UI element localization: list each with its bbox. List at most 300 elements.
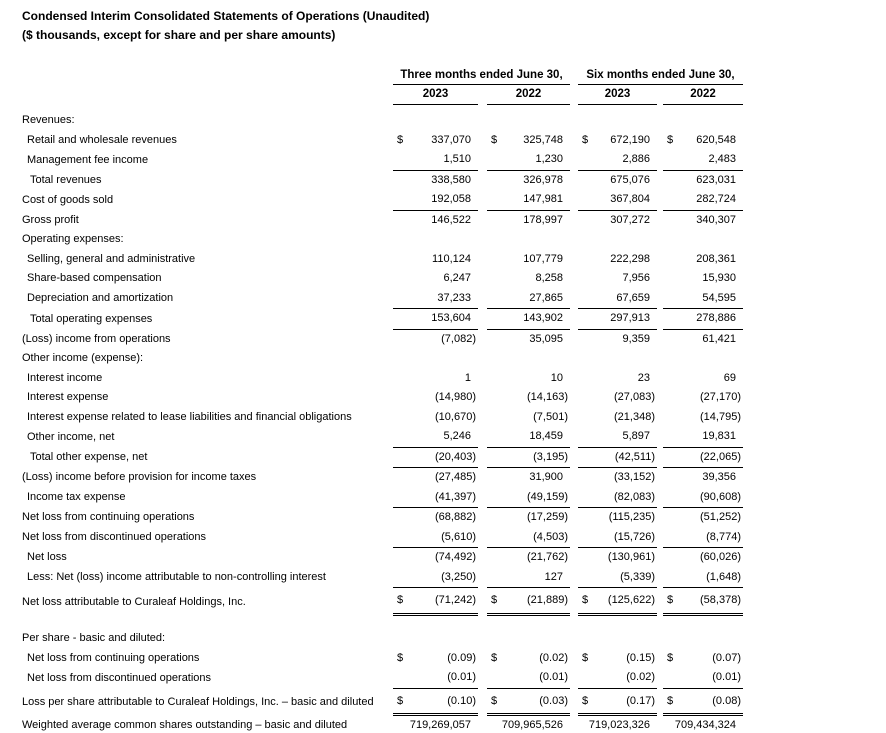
column-gap [570,349,578,369]
value-cell [487,210,570,230]
value: (4,503) [533,530,568,543]
column-gap [570,447,578,468]
value: 719,269,057 [409,719,471,731]
value-cell [487,408,570,428]
value: (27,170) [700,391,741,403]
value-cell [578,150,657,170]
value-cell [578,488,657,508]
value: 15,930 [702,272,736,284]
row-label: Selling, general and administrative [27,252,196,265]
column-gap [570,85,578,105]
column-gap [570,688,578,715]
value: (21,762) [527,551,568,563]
value-cell [578,190,657,210]
value-cell [393,190,478,210]
column-gap [478,131,487,151]
value: 2,483 [708,153,736,165]
column-gap [570,508,578,528]
column-gap [478,250,487,270]
column-gap [478,548,487,568]
value-cell [578,170,657,190]
value-cell [393,649,478,669]
value: (0.10) [447,694,476,707]
column-gap [478,329,487,349]
row-label: Interest expense [27,391,109,403]
value-cell [487,588,570,615]
value-cell [663,427,743,447]
value: (74,492) [435,551,476,563]
value: (14,980) [435,391,476,403]
column-gap [478,289,487,309]
value: 222,298 [610,252,650,265]
column-gap [478,447,487,468]
table-row [22,568,743,588]
value: 143,902 [523,312,563,324]
row-label: Depreciation and amortization [27,292,174,304]
dollar-sign: $ [667,651,674,664]
column-gap [478,528,487,548]
value: (0.03) [539,694,568,707]
column-gap [570,468,578,488]
value: 709,965,526 [501,719,563,731]
value-cell [487,649,570,669]
value-cell [578,230,657,250]
row-label: Management fee income [27,153,149,166]
column-gap [570,369,578,389]
value: (33,152) [614,471,655,483]
column-gap [478,349,487,369]
column-gap [478,309,487,330]
value-cell [663,150,743,170]
value-cell [663,369,743,389]
column-gap [478,388,487,408]
value-cell [663,447,743,468]
value-cell [393,369,478,389]
value: (21,889) [527,594,568,606]
column-gap [478,468,487,488]
value-cell [393,329,478,349]
row-label: Less: Net (loss) income attributable to non-controlling interest [27,571,326,583]
value: (82,083) [614,490,655,503]
value-cell [487,688,570,715]
value-cell [578,468,657,488]
value: (22,065) [700,450,741,463]
value-cell [487,289,570,309]
value-cell [393,508,478,528]
column-gap [478,588,487,615]
value: (0.08) [712,694,741,707]
value-cell [393,668,478,688]
document-subtitle: ($ thousands, except for share and per share amounts) [22,28,336,42]
value-cell [393,488,478,508]
column-gap [570,488,578,508]
value-cell [663,688,743,715]
value-cell [393,111,478,131]
year-header-6m-2022: 2022 [663,85,743,105]
value-cell [578,649,657,669]
table-row [22,250,743,270]
value-cell [487,250,570,270]
row-label: Net loss from discontinued operations [27,671,212,684]
value: 672,190 [610,133,650,146]
value: 5,246 [443,430,471,442]
table-row [22,447,743,468]
value-cell [578,447,657,468]
period-header-row [22,67,743,85]
value: 338,580 [431,173,471,186]
value-cell [578,349,657,369]
table-row [22,289,743,309]
value: (125,622) [607,594,655,606]
value: (115,235) [608,511,655,523]
year-header-3m-2022: 2022 [487,85,570,105]
dollar-sign: $ [397,133,404,146]
value-cell [578,548,657,568]
row-label: Net loss from continuing operations [27,651,200,664]
value: (0.09) [447,651,476,664]
table-row [22,668,743,688]
value-cell [663,309,743,330]
value-cell [578,289,657,309]
document-title: Condensed Interim Consolidated Statements of Operations (Unaudited) [22,9,430,23]
value-cell [487,269,570,289]
dollar-sign: $ [582,694,589,707]
row-label: (Loss) income from operations [22,332,171,345]
column-gap [570,250,578,270]
value-cell [393,150,478,170]
value-cell [393,269,478,289]
value: 326,978 [523,173,563,186]
value-cell [393,427,478,447]
row-label: Other income, net [27,430,115,443]
value: 54,595 [702,291,736,304]
value-cell [663,289,743,309]
value: (8,774) [706,530,741,543]
value: (0.01) [447,671,476,683]
value-cell [663,588,743,615]
column-gap [478,668,487,688]
column-gap [478,427,487,447]
dollar-sign: $ [667,594,674,606]
value-cell [578,588,657,615]
table-row [22,349,743,369]
value-cell [487,150,570,170]
value-cell [393,528,478,548]
value-cell [393,548,478,568]
value-cell [663,230,743,250]
column-gap [478,269,487,289]
column-gap [570,614,578,649]
year-header-6m-2023: 2023 [578,85,657,105]
value: 337,070 [431,133,471,146]
value: 1,230 [535,153,563,165]
row-label: Total revenues [30,173,102,186]
value: (14,795) [700,410,741,423]
value: (68,882) [435,511,476,523]
table-row [22,649,743,669]
value: (51,252) [700,511,741,523]
row-label: Interest expense related to lease liabilities and financial obligations [27,410,352,423]
value-cell [393,349,478,369]
column-gap [478,190,487,210]
row-label: Income tax expense [27,491,126,503]
column-gap [570,427,578,447]
value: 208,361 [696,252,736,265]
column-gap [478,488,487,508]
value: (0.02) [539,651,568,664]
header-spacer-cell [22,85,393,105]
value: (7,501) [533,410,568,423]
value-cell [487,568,570,588]
value-cell [393,210,478,230]
value-cell [487,349,570,369]
value-cell [487,447,570,468]
value-cell [578,111,657,131]
value-cell [578,369,657,389]
value: 9,359 [622,332,650,345]
value-cell [663,649,743,669]
value: 153,604 [431,312,471,324]
row-label: Share-based compensation [27,272,162,284]
column-gap [570,309,578,330]
value: (0.01) [539,671,568,683]
column-gap [478,170,487,190]
value: (15,726) [614,530,655,543]
value-cell [393,170,478,190]
value: 325,748 [523,133,563,146]
period-header-six-months: Six months ended June 30, [578,67,743,85]
table-row [22,111,743,131]
value: 5,897 [622,430,650,442]
value-cell [578,614,657,649]
value: 69 [723,371,736,384]
value: 675,076 [610,173,650,186]
table-row [22,369,743,389]
column-gap [570,408,578,428]
value-cell [663,488,743,508]
value-cell [578,568,657,588]
row-label: Weighted average common shares outstanding – basic and diluted [22,719,348,731]
column-gap [570,269,578,289]
value-cell [578,250,657,270]
dollar-sign: $ [667,694,674,707]
value: (27,083) [614,391,655,403]
value-cell [578,408,657,428]
value: (14,163) [527,391,568,403]
value: 620,548 [696,133,736,146]
column-gap [478,85,487,105]
column-gap [570,528,578,548]
row-label: Net loss from discontinued operations [22,531,207,543]
value: (71,242) [435,594,476,606]
dollar-sign: $ [397,594,404,606]
dollar-sign: $ [582,651,589,664]
dollar-sign: $ [397,694,404,707]
column-gap [570,210,578,230]
table-row [22,468,743,488]
value-cell [393,715,478,733]
value: 110,124 [432,252,471,265]
value: 19,831 [702,430,736,442]
operations-table [22,67,743,733]
column-gap [570,150,578,170]
column-gap [570,329,578,349]
column-gap [570,588,578,615]
row-label: (Loss) income before provision for income taxes [22,471,257,483]
value-cell [663,568,743,588]
value-cell [663,668,743,688]
value: 307,272 [610,213,650,226]
year-header-3m-2023: 2023 [393,85,478,105]
column-gap [478,111,487,131]
table-row [22,688,743,715]
value-cell [578,427,657,447]
value-cell [487,614,570,649]
value-cell [487,468,570,488]
value: 147,981 [523,193,563,205]
value-cell [487,508,570,528]
column-gap [478,230,487,250]
value: 297,913 [610,312,650,324]
value-cell [663,408,743,428]
column-gap [478,210,487,230]
table-row [22,150,743,170]
value-cell [663,614,743,649]
value: (1,648) [706,570,741,583]
column-gap [570,190,578,210]
value: (3,250) [441,570,476,583]
column-gap [570,568,578,588]
row-label: Revenues: [22,114,75,126]
value-cell [393,468,478,488]
value-cell [578,329,657,349]
column-gap [570,67,578,85]
value-cell [393,688,478,715]
value-cell [393,230,478,250]
value: 27,865 [529,291,563,304]
value-cell [487,427,570,447]
row-label: Total other expense, net [30,451,148,463]
statement-body [22,111,743,733]
value: 7,956 [622,272,650,284]
value: 23 [637,371,650,384]
column-gap [478,508,487,528]
dollar-sign: $ [582,133,589,146]
value: (21,348) [614,410,655,423]
column-gap [570,131,578,151]
value: (5,339) [620,570,655,583]
column-gap [570,649,578,669]
table-row [22,548,743,568]
value: (7,082) [441,332,476,345]
table-row [22,190,743,210]
value-cell [487,111,570,131]
value: (5,610) [441,530,476,543]
column-gap [570,388,578,408]
dollar-sign: $ [491,651,498,664]
year-header-row [22,85,743,105]
table-row [22,230,743,250]
value-cell [487,528,570,548]
value-cell [393,614,478,649]
value: (41,397) [435,490,476,503]
value-cell [487,488,570,508]
value: (0.02) [626,671,655,683]
value: (17,259) [527,511,568,523]
value-cell [487,548,570,568]
value-cell [487,190,570,210]
value: (130,961) [607,551,655,563]
row-label: Per share - basic and diluted: [22,632,166,644]
column-gap [570,170,578,190]
value: 178,997 [523,213,563,226]
value: (20,403) [435,450,476,463]
value-cell [393,289,478,309]
row-label: Interest income [27,371,103,384]
column-gap [478,688,487,715]
value-cell [487,309,570,330]
table-row [22,508,743,528]
value: 8,258 [535,272,563,284]
value-cell [578,210,657,230]
value-cell [578,269,657,289]
value: 67,659 [616,291,650,304]
value-cell [578,688,657,715]
dollar-sign: $ [667,133,674,146]
value-cell [663,269,743,289]
value-cell [663,131,743,151]
value-cell [578,309,657,330]
column-gap [478,614,487,649]
value: (60,026) [700,551,741,563]
value-cell [663,329,743,349]
column-gap [478,649,487,669]
value-cell [487,388,570,408]
value: (3,195) [533,450,568,463]
value: 2,886 [622,153,650,165]
value: 367,804 [610,193,650,205]
row-label: Loss per share attributable to Curaleaf Holdings, Inc. – basic and diluted [22,696,374,708]
table-row [22,488,743,508]
dollar-sign: $ [491,133,498,146]
value-cell [578,508,657,528]
value-cell [663,250,743,270]
table-row [22,588,743,615]
row-label: Other income (expense): [22,352,144,364]
value-cell [487,668,570,688]
value-cell [578,388,657,408]
row-label: Net loss [27,551,67,563]
value-cell [663,190,743,210]
value-cell [663,468,743,488]
value: (49,159) [527,490,568,503]
value: 39,356 [702,471,736,483]
value-cell [393,588,478,615]
value: 709,434,324 [674,719,736,731]
value-cell [663,528,743,548]
table-row [22,528,743,548]
value: 278,886 [696,312,736,324]
column-gap [478,408,487,428]
period-header-three-months: Three months ended June 30, [393,67,570,85]
value: 719,023,326 [588,719,650,731]
row-label: Net loss from continuing operations [22,511,195,523]
value: (27,485) [435,471,476,483]
value: 1 [464,371,471,384]
column-gap [570,715,578,733]
value: 623,031 [696,173,736,186]
dollar-sign: $ [582,594,589,606]
